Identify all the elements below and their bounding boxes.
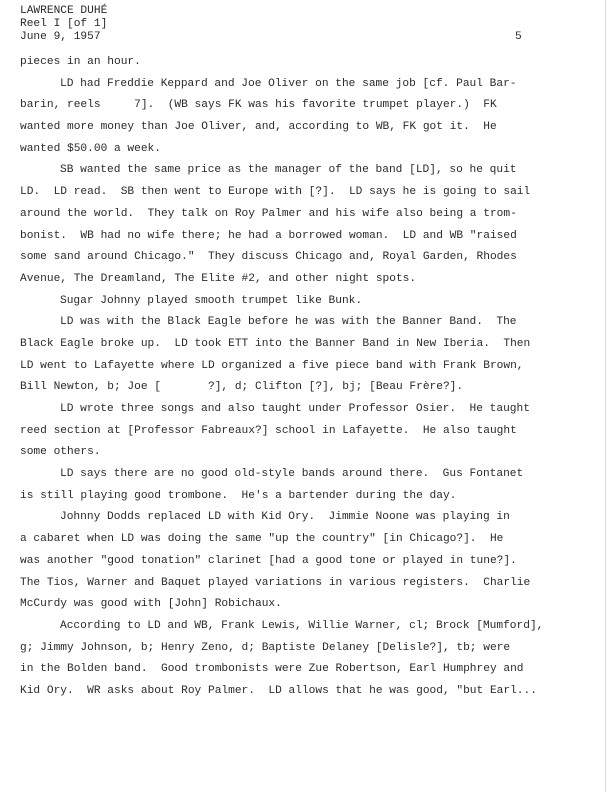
text-line: wanted $50.00 a week. (20, 142, 161, 155)
text-line: Sugar Johnny played smooth trumpet like Bunk. (60, 294, 363, 307)
text-line: g; Jimmy Johnson, b; Henry Zeno, d; Baptiste Delaney [Delisle?], tb; were (20, 641, 511, 654)
text-line: Kid Ory. WR asks about Roy Palmer. LD allows that he was good, "but Earl... (20, 684, 537, 697)
text-line: some sand around Chicago." They discuss Chicago and, Royal Garden, Rhodes (20, 251, 517, 264)
transcript-body (20, 52, 580, 703)
text-line: bonist. WB had no wife there; he had a borrowed woman. LD and WB "raised (20, 229, 517, 242)
text-line: LD was with the Black Eagle before he was with the Banner Band. The (60, 316, 517, 329)
text-line: LD. LD read. SB then went to Europe with [?]. LD says he is going to sail (20, 186, 531, 199)
text-line: LD says there are no good old-style bands around there. Gus Fontanet (60, 468, 524, 481)
page-edge-line (605, 0, 606, 792)
paragraph (20, 616, 580, 703)
text-line: reed section at [Professor Fabreaux?] school in Lafayette. He also taught (20, 424, 517, 437)
text-line: was another "good tonation" clarinet [had a good tone or played in tune?]. (20, 554, 517, 567)
text-line: some others. (20, 446, 101, 459)
interviewee-name: LAWRENCE DUHÉ (20, 5, 108, 17)
text-line: LD had Freddie Keppard and Joe Oliver on the same job [cf. Paul Bar- (60, 77, 517, 90)
interview-date: June 9, 1957 (20, 31, 101, 43)
text-line: is still playing good trombone. He's a bartender during the day. (20, 489, 457, 502)
text-line: Avenue, The Dreamland, The Elite #2, and other night spots. (20, 272, 417, 285)
text-line: SB wanted the same price as the manager of the band [LD], so he quit (60, 164, 517, 177)
paragraph (20, 399, 580, 464)
reel-label: Reel I [of 1] (20, 18, 108, 30)
paragraph (20, 507, 580, 615)
text-line: Bill Newton, b; Joe [ ?], d; Clifton [?], bj; [Beau Frère?]. (20, 381, 464, 394)
paragraph (20, 291, 580, 313)
paragraph (20, 312, 580, 399)
paragraph (20, 464, 580, 507)
text-line: LD went to Lafayette where LD organized a five piece band with Frank Brown, (20, 359, 524, 372)
text-line: around the world. They talk on Roy Palmer and his wife also being a trom- (20, 207, 517, 220)
paragraph (20, 160, 580, 290)
text-line: McCurdy was good with [John] Robichaux. (20, 598, 282, 611)
text-line: a cabaret when LD was doing the same "up the country" [in Chicago?]. He (20, 533, 504, 546)
text-line: According to LD and WB, Frank Lewis, Willie Warner, cl; Brock [Mumford], (60, 619, 544, 632)
text-line: LD wrote three songs and also taught under Professor Osier. He taught (60, 403, 530, 415)
text-line: Black Eagle broke up. LD took ETT into the Banner Band in New Iberia. Then (20, 337, 531, 350)
paragraph (20, 52, 580, 74)
page-number: 5 (515, 31, 522, 43)
text-line: The Tios, Warner and Baquet played variations in various registers. Charlie (20, 576, 531, 589)
text-line: wanted more money than Joe Oliver, and, according to WB, FK got it. He (20, 121, 497, 134)
text-line: pieces in an hour. (20, 56, 141, 68)
text-line: Johnny Dodds replaced LD with Kid Ory. Jimmie Noone was playing in (60, 511, 510, 524)
page-header (20, 5, 107, 44)
text-line: barin, reels 7]. (WB says FK was his favorite trumpet player.) FK (20, 99, 497, 112)
paragraph (20, 74, 580, 161)
text-line: in the Bolden band. Good trombonists were Zue Robertson, Earl Humphrey and (20, 663, 524, 676)
